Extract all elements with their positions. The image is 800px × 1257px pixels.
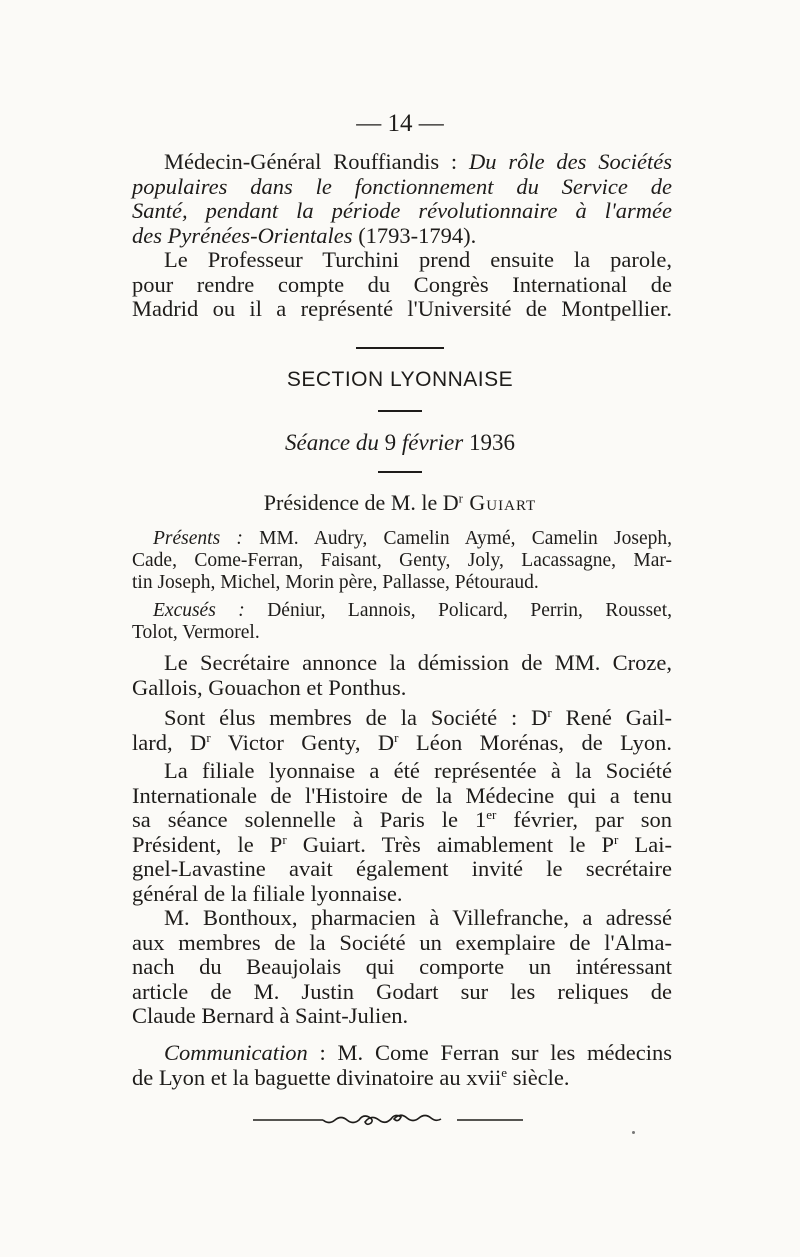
text-line: Santé, pendant la période révolutionnaire à l'armée [132, 198, 672, 223]
text-line: nach du Beaujolais qui comporte un intéressant [132, 954, 672, 979]
text-line: Internationale de l'Histoire de la Médecine qui a tenu [132, 782, 672, 808]
text-line: des Pyrénées-Orientales (1793-1794). [132, 222, 477, 248]
text-line: général de la filiale lyonnaise. [132, 880, 403, 906]
ornament-divider [253, 1112, 523, 1128]
communication-label: Communication [164, 1040, 308, 1065]
text-line: de Lyon et la baguette divinatoire au xvii$^e$ siècle. [132, 1064, 570, 1090]
excuses-label: Excusés : [153, 600, 245, 621]
text-line: Gallois, Gouachon et Ponthus. [132, 674, 407, 700]
paragraph-communication [132, 1041, 672, 1090]
presents-list [132, 528, 672, 594]
text-line: Cade, Come-Ferran, Faisant, Genty, Joly, Lacassagne, Mar- [132, 550, 672, 571]
page-number: — 14 — [356, 110, 444, 137]
divider-rule [378, 471, 422, 473]
text-line: Présents : MM. Audry, Camelin Aymé, Camelin Joseph, [153, 528, 672, 549]
divider-rule [356, 347, 444, 349]
text-line: Président, le $P^r$ Guiart. Très aimablement le $P^r$ Lai- [132, 831, 672, 857]
text-line: populaires dans le fonctionnement du Service de [132, 173, 672, 199]
paragraph-almanach [132, 906, 672, 1029]
seance-date: Séance du 9 février 1936 [285, 430, 515, 455]
text-line: Excusés : Déniur, Lannois, Policard, Perrin, Rousset, [153, 600, 672, 621]
text-line: Médecin-Général Rouffiandis : Du rôle des Sociétés [164, 149, 672, 174]
intro-paragraph [132, 150, 672, 322]
text-line: M. Bonthoux, pharmacien à Villefranche, a adressé [164, 905, 672, 930]
section-title: SECTION LYONNAISE [286, 368, 514, 391]
text-line: La filiale lyonnaise a été représentée à la Société [164, 758, 672, 783]
print-speck [632, 1131, 635, 1134]
divider-rule [378, 410, 422, 412]
paragraph-demission [132, 651, 672, 700]
text-line: article de M. Justin Godart sur les reliques de [132, 978, 672, 1004]
text-line: lard, $D^r$ Victor Genty, $D^r$ Léon Morénas, de Lyon. [132, 729, 673, 755]
excuses-list [132, 600, 672, 644]
text-line: gnel-Lavastine avait également invité le secrétaire [132, 856, 672, 881]
text-line: pour rendre compte du Congrès International de [132, 271, 672, 297]
text-line: Le Secrétaire annonce la démission de MM. Croze, [164, 650, 672, 675]
paragraph-elus [132, 706, 672, 755]
text-line: aux membres de la Société un exemplaire de l'Alma- [132, 929, 672, 955]
text-line: Claude Bernard à Saint-Julien. [132, 1003, 409, 1028]
presents-label: Présents : [153, 528, 243, 549]
text-line: Le Professeur Turchini prend ensuite la parole, [164, 247, 672, 272]
presidence-line: Présidence de M. le $D^r$ Guiart [263, 490, 537, 515]
text-line: sa séance solennelle à Paris le 1er février, par son [132, 807, 673, 832]
text-line: Tolot, Vermorel. [132, 622, 260, 643]
text-line: Sont élus membres de la Société : $D^r$ René Gail- [164, 705, 673, 730]
text-line: tin Joseph, Michel, Morin père, Pallasse, Pétouraud. [132, 572, 539, 593]
text-line: Madrid ou il a représenté l'Université de Montpellier. [132, 296, 672, 321]
text-line: Communication : M. Come Ferran sur les médecins [164, 1040, 672, 1065]
paragraph-filiale [132, 759, 672, 906]
